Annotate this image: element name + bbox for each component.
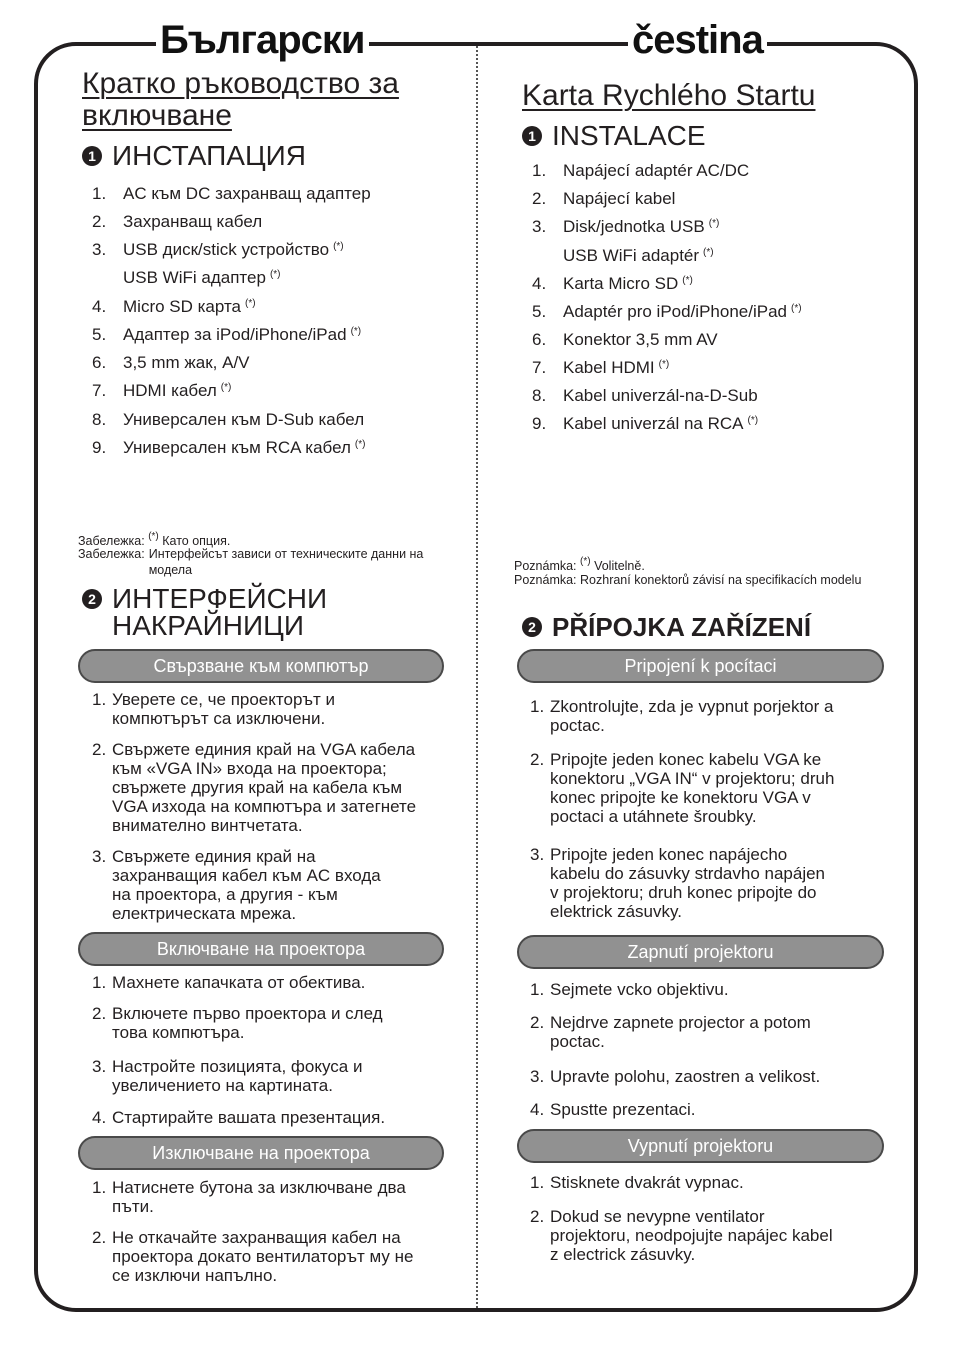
list-item: 3. Disk/jednotka USB (*) bbox=[532, 217, 720, 236]
subtitle-bg: Кратко ръководство за включване bbox=[82, 67, 399, 132]
list-item: USB WiFi адаптер (*) bbox=[123, 268, 281, 287]
section-title: INSTALACE bbox=[552, 120, 706, 151]
step-item: 2. Включете първо проектора и след това компютъра. bbox=[92, 1004, 383, 1042]
list-item: 9. Kabel univerzál na RCA (*) bbox=[532, 414, 759, 433]
list-item: 3. USB диск/stick устройство (*) bbox=[92, 240, 344, 259]
step-item: 1. Махнете капачката от обектива. bbox=[92, 973, 366, 992]
list-item: 1. Napájecí adaptér AC/DC bbox=[532, 161, 750, 180]
section-title: ИНСТАПАЦИЯ bbox=[112, 140, 307, 171]
section-interfaces-bg bbox=[82, 585, 327, 639]
note-optional-cs: Poznámka: (*) Volitelně. bbox=[514, 556, 645, 573]
step-number-icon: 2 bbox=[522, 617, 542, 637]
pill-power-off-cs: Vypnutí projektoru bbox=[517, 1129, 884, 1163]
step-item: 1. Уверете се, че проекторът и компютърът са изключени. bbox=[92, 690, 336, 728]
list-item: 7. Kabel HDMI (*) bbox=[532, 358, 670, 377]
step-item: 2. Свържете единия край на VGA кабела към «VGA IN» входа на проектора; свържете другия край на кабела към VGA изхода на компютъра и затегнете внимателно винтчетата. bbox=[92, 740, 417, 835]
list-item: 6. Konektor 3,5 mm AV bbox=[532, 330, 718, 349]
step-item: 3. Pripojte jeden konec napájecho kabelu do zásuvky strdavho napájen v projektoru; druh konec pripojte do elektrick zásuvky. bbox=[530, 845, 826, 921]
list-item: 1. AC към DC захранващ адаптер bbox=[92, 184, 371, 203]
list-item: 8. Kabel univerzál-na-D-Sub bbox=[532, 386, 758, 405]
section-title: ИНТЕРФЕЙСНИ НАКРАЙНИЦИ bbox=[112, 583, 328, 641]
step-item: 3. Upravte polohu, zaostren a velikost. bbox=[530, 1067, 821, 1086]
list-item: 8. Универсален към D-Sub кабел bbox=[92, 410, 365, 429]
note-interface-cs: Poznámka: Rozhraní konektorů závisí na specifikacích modelu bbox=[514, 573, 862, 587]
step-item: 1. Sejmete vcko objektivu. bbox=[530, 980, 729, 999]
section-title: PŘÍPOJKA ZAŘÍZENÍ bbox=[552, 612, 812, 642]
step-item: 3. Настройте позицията, фокуса и увеличението на картината. bbox=[92, 1057, 363, 1095]
list-item: USB WiFi adaptér (*) bbox=[563, 246, 714, 265]
list-item: 7. HDMI кабел (*) bbox=[92, 381, 232, 400]
column-divider bbox=[476, 46, 478, 1308]
list-item: 4. Micro SD карта (*) bbox=[92, 297, 256, 316]
section-installation-cs bbox=[522, 122, 706, 150]
pill-power-on-bg: Включване на проектора bbox=[78, 932, 444, 966]
list-item: 9. Универсален към RCA кабел (*) bbox=[92, 438, 366, 457]
note-optional-bg: Забележка: (*) Като опция. bbox=[78, 531, 231, 548]
step-item: 4. Spustte prezentaci. bbox=[530, 1100, 696, 1119]
list-item: 2. Захранващ кабел bbox=[92, 212, 263, 231]
step-item: 2. Nejdrve zapnete projector a potom poctac. bbox=[530, 1013, 811, 1051]
step-number-icon: 1 bbox=[522, 126, 542, 146]
pill-power-on-cs: Zapnutí projektoru bbox=[517, 935, 884, 969]
pill-connect-computer-cs: Pripojení k pocítaci bbox=[517, 649, 884, 683]
step-number-icon: 2 bbox=[82, 589, 102, 609]
list-item: 6. 3,5 mm жак, A/V bbox=[92, 353, 250, 372]
step-item: 1. Натиснете бутона за изключване два пъти. bbox=[92, 1178, 406, 1216]
step-number-icon: 1 bbox=[82, 146, 102, 166]
pill-power-off-bg: Изключване на проектора bbox=[78, 1136, 444, 1170]
step-item: 3. Свържете единия край на захранващия кабел към AC входа на проектора, а другия - към електрическата мрежа. bbox=[92, 847, 381, 923]
list-item: 5. Adaptér pro iPod/iPhone/iPad (*) bbox=[532, 302, 802, 321]
section-installation-bg bbox=[82, 142, 306, 170]
step-item: 1. Zkontrolujte, zda je vypnut porjektor a poctac. bbox=[530, 697, 834, 735]
subtitle-cs: Karta Rychlého Startu bbox=[522, 79, 816, 112]
language-title-bg: Български bbox=[156, 14, 369, 66]
language-title-cs: čestina bbox=[628, 14, 767, 66]
note-interface-bg: Забележка: Интерфейсът зависи от техническите данни на модела bbox=[78, 547, 424, 577]
section-interfaces-cs bbox=[522, 613, 811, 641]
pill-connect-computer-bg: Свързване към компютър bbox=[78, 649, 444, 683]
step-item: 1. Stisknete dvakrát vypnac. bbox=[530, 1173, 744, 1192]
step-item: 2. Pripojte jeden konec kabelu VGA ke konektoru „VGA IN“ v projektoru; druh konec pripojte ke konektoru VGA v poctaci a utáhnete šroubky. bbox=[530, 750, 835, 826]
list-item: 5. Адаптер за iPod/iPhone/iPad (*) bbox=[92, 325, 362, 344]
step-item: 4. Стартирайте вашата презентация. bbox=[92, 1108, 386, 1127]
list-item: 4. Karta Micro SD (*) bbox=[532, 274, 693, 293]
step-item: 2. Не откачайте захранващия кабел на проектора докато вентилаторът му не се изключи напълно. bbox=[92, 1228, 414, 1285]
step-item: 2. Dokud se nevypne ventilator projektoru, neodpojujte napájec kabel z electrick zásuvky. bbox=[530, 1207, 833, 1264]
list-item: 2. Napájecí kabel bbox=[532, 189, 676, 208]
